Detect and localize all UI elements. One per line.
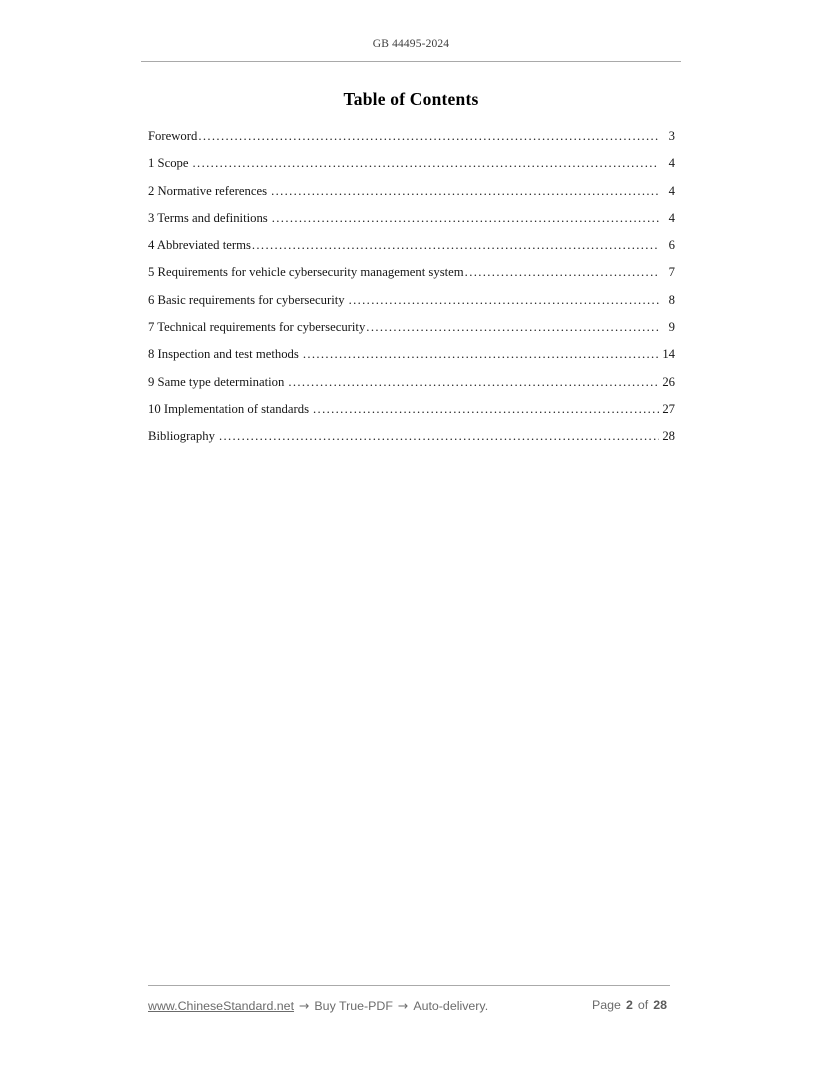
toc-dot-leader [465,266,659,279]
table-of-contents [148,129,675,457]
toc-entry[interactable] [148,265,675,292]
toc-entry-page: 26 [662,374,675,389]
toc-dot-leader [349,294,659,307]
toc-entry-label: 10 Implementation of standards [148,401,310,416]
toc-dot-leader [219,430,659,443]
toc-entry-label: 4 Abbreviated terms [148,238,251,253]
toc-entry[interactable] [148,375,675,402]
toc-entry-label: 8 Inspection and test methods [148,347,299,362]
toc-entry-label: 5 Requirements for vehicle cybersecurity management system [148,265,464,280]
footer-divider [148,985,670,986]
toc-dot-leader [198,130,659,143]
page-title: Table of Contents [343,89,479,109]
toc-entry[interactable] [148,184,675,211]
toc-entry-label: 2 Normative references [148,183,268,198]
toc-entry[interactable] [148,293,675,320]
toc-entry[interactable] [148,156,675,183]
toc-dot-leader [366,321,659,334]
standard-number: GB 44495-2024 [372,38,450,50]
toc-entry[interactable] [148,320,675,347]
toc-entry-page: 4 [668,183,675,198]
toc-entry-label: 1 Scope [148,156,189,171]
toc-entry-label: 3 Terms and definitions [148,210,268,225]
toc-entry-label: Bibliography [148,429,215,444]
page-of-label: of [637,998,649,1012]
toc-entry-page: 4 [668,156,675,171]
toc-entry-page: 4 [668,210,675,225]
toc-dot-leader [252,239,659,252]
toc-entry-page: 9 [668,320,675,335]
page-header [141,34,681,52]
toc-entry-page: 3 [668,129,675,143]
footer-promo-buy: Buy True-PDF [314,998,393,1013]
page-label: Page [592,998,621,1012]
toc-entry-page: 6 [668,238,675,253]
toc-entry-page: 7 [668,265,675,280]
toc-dot-leader [271,185,659,198]
toc-entry[interactable] [148,402,675,429]
toc-entry-page: 8 [668,292,675,307]
toc-dot-leader [272,212,659,225]
toc-entry-label: 6 Basic requirements for cybersecurity [148,292,345,307]
toc-dot-leader [193,157,659,170]
arrow-right-icon: → [299,997,310,1013]
toc-entry[interactable] [148,429,675,456]
toc-dot-leader [313,403,659,416]
page-indicator [591,995,671,1015]
page-footer [148,995,675,1015]
footer-promo-delivery: Auto-delivery. [413,998,489,1013]
toc-dot-leader [288,376,659,389]
footer-promo [148,998,488,1013]
page-total: 28 [653,998,667,1012]
toc-dot-leader [303,348,659,361]
page-current: 2 [625,998,633,1012]
toc-entry-page: 27 [662,401,675,416]
toc-entry[interactable] [148,211,675,238]
arrow-right-icon: → [397,997,409,1013]
toc-entry-label: Foreword [148,129,198,143]
website-link[interactable]: www.ChineseStandard.net [148,998,295,1013]
header-divider [141,61,681,62]
toc-entry[interactable] [148,347,675,374]
toc-entry-page: 28 [662,429,675,444]
toc-entry-page: 14 [662,347,675,362]
toc-entry-label: 9 Same type determination [148,374,285,389]
toc-entry[interactable] [148,129,675,156]
toc-entry-label: 7 Technical requirements for cybersecurity [148,320,366,335]
toc-entry[interactable] [148,238,675,265]
